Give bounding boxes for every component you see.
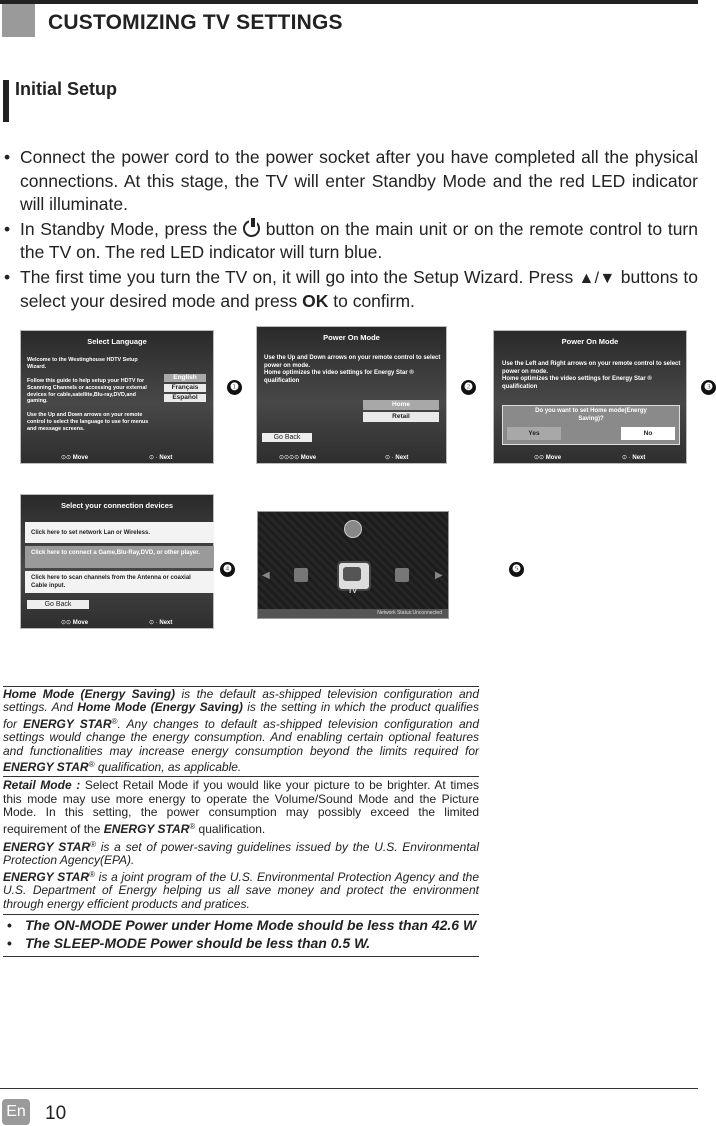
- header-rule: [0, 0, 698, 4]
- screen-power-on-mode-confirm: Power On Mode Use the Left and Right arrows on your remote control to select power on mode. Home optimizes the video settings for Energy Star ® qualification Do you want to set Home mode(Energy Saving)? Yes No ⊙⊙ Move ⊙ · Next: [493, 330, 687, 464]
- screen-select-language: Select Language Welcome to the Westinghouse HDTV Setup Wizard. Follow this guide to help setup your HDTV for Scanning Channels or accessing your external devices for cable,satellite,Blu-ray,DVD,and gaming. Use the Up and Down arrows on your remote control to select the language to use for menus and message screens. English Français Español ⊙⊙ Move ⊙ · Next: [20, 330, 214, 464]
- language-option[interactable]: Français: [164, 384, 206, 392]
- section-marker: [3, 80, 9, 122]
- home-mode-note: Home Mode (Energy Saving) is the default as-shipped television configuration and settings. And Home Mode (Energy Saving) is the setting in which the product qualifies for ENERGY STAR®. Any changes to default as-shipped television configuration and settings would change the energy consumption. And enabling certain optional features and functionalities may increase energy consumption beyond the limits required for ENERGY STAR® qualification, as applicable.: [3, 687, 479, 775]
- step-marker: ❶: [227, 380, 242, 395]
- page-number: 10: [45, 1103, 67, 1124]
- move-hint: ⊙⊙ Move: [534, 455, 562, 461]
- move-hint: ⊙⊙ Move: [61, 620, 89, 626]
- step-marker: ❸: [701, 380, 716, 395]
- confirm-dialog: Do you want to set Home mode(Energy Saving)? Yes No: [502, 405, 680, 445]
- left-arrow-icon[interactable]: ◀: [262, 570, 270, 581]
- go-back-button[interactable]: Go Back: [262, 433, 312, 442]
- power-icon: [243, 220, 260, 237]
- intro-bullet: • Connect the power cord to the power socket after you have completed all the physical connections. At this stage, the TV will enter Standby Mode and the red LED indicator will illuminate.: [4, 147, 698, 214]
- apps-icon[interactable]: [395, 568, 409, 582]
- retail-mode-note: Retail Mode : Select Retail Mode if you would like your picture to be brighter. At times this mode may use more energy to operate the Volume/Sound Mode and the Picture Mode. In this setting, the power consumption may possibly exceed the limited requirement of the ENERGY STAR® qualification.: [3, 778, 479, 836]
- brand-logo-icon: [344, 520, 362, 538]
- page-title: CUSTOMIZING TV SETTINGS: [48, 11, 343, 34]
- energy-star-program: ENERGY STAR® is a joint program of the U.S. Environmental Protection Agency and the U.S. Department of Energy helping us all save money and protect the environment through energy efficient products and pratices.: [3, 869, 480, 911]
- move-hint: ⊙⊙⊙⊙ Move: [279, 455, 317, 461]
- energy-notes: [3, 686, 479, 957]
- power-mode-option[interactable]: Retail: [363, 412, 439, 422]
- next-hint: ⊙ · Next: [622, 455, 646, 461]
- intro-bullet: • The first time you turn the TV on, it will go into the Setup Wizard. Press ▲/▼ buttons to select your desired mode and press OK to confirm.: [4, 266, 698, 311]
- header-marker: [2, 4, 35, 37]
- step-marker: ❺: [509, 562, 524, 577]
- intro-list: [4, 146, 698, 315]
- right-arrow-icon[interactable]: ▶: [435, 570, 443, 581]
- language-badge: En: [2, 1099, 30, 1125]
- network-status: Network Status:Unconnected: [258, 609, 448, 618]
- no-button[interactable]: No: [621, 427, 675, 440]
- channel-scan-row[interactable]: Click here to scan channels from the Antenna or coaxial Cable input.: [25, 571, 214, 593]
- section-title: Initial Setup: [15, 79, 118, 99]
- power-limit-item: • The SLEEP-MODE Power should be less than 0.5 W.: [7, 934, 371, 951]
- next-hint: ⊙ · Next: [149, 455, 173, 461]
- next-hint: ⊙ · Next: [385, 455, 409, 461]
- step-marker: ❹: [220, 562, 235, 577]
- yes-button[interactable]: Yes: [507, 427, 561, 440]
- player-setup-row[interactable]: Click here to connect a Game,Blu-Ray,DVD, or other player.: [25, 546, 214, 568]
- language-option[interactable]: English: [164, 374, 206, 382]
- power-limit-item: • The ON-MODE Power under Home Mode should be less than 42.6 W: [7, 917, 477, 934]
- tv-label: TV: [348, 588, 357, 595]
- tv-icon[interactable]: [337, 561, 371, 591]
- step-marker: ❷: [461, 380, 476, 395]
- power-mode-option[interactable]: Home: [363, 400, 439, 410]
- power-limits: [3, 915, 479, 956]
- footer-rule: [0, 1088, 698, 1089]
- move-hint: ⊙⊙ Move: [61, 455, 89, 461]
- intro-bullet: • In Standby Mode, press the button on the main unit or on the remote control to turn the TV on. The red LED indicator will turn blue.: [4, 218, 698, 262]
- network-setup-row[interactable]: Click here to set network Lan or Wireless.: [25, 522, 214, 543]
- screen-connection-devices: Select your connection devices Click here to set network Lan or Wireless. Click here to connect a Game,Blu-Ray,DVD, or other player. Click here to scan channels from the Antenna or coaxial Cable input. Go Back ⊙⊙ Move ⊙ · Next: [20, 494, 214, 629]
- next-hint: ⊙ · Next: [149, 620, 173, 626]
- screen-tv-home: [257, 511, 449, 619]
- up-down-arrows-icon: ▲/▼: [578, 269, 616, 287]
- source-icon[interactable]: [294, 568, 308, 582]
- energy-star-definition: ENERGY STAR® is a set of power-saving guidelines issued by the U.S. Environmental Protection Agency(EPA).: [3, 840, 479, 868]
- screen-power-on-mode: Power On Mode Use the Up and Down arrows on your remote control to select power on mode. Home optimizes the video settings for Energy Star ® qualification Home Retail Go Back ⊙⊙⊙⊙ Move ⊙ · Next: [256, 326, 447, 464]
- go-back-button[interactable]: Go Back: [27, 600, 89, 609]
- language-option[interactable]: Español: [164, 394, 206, 402]
